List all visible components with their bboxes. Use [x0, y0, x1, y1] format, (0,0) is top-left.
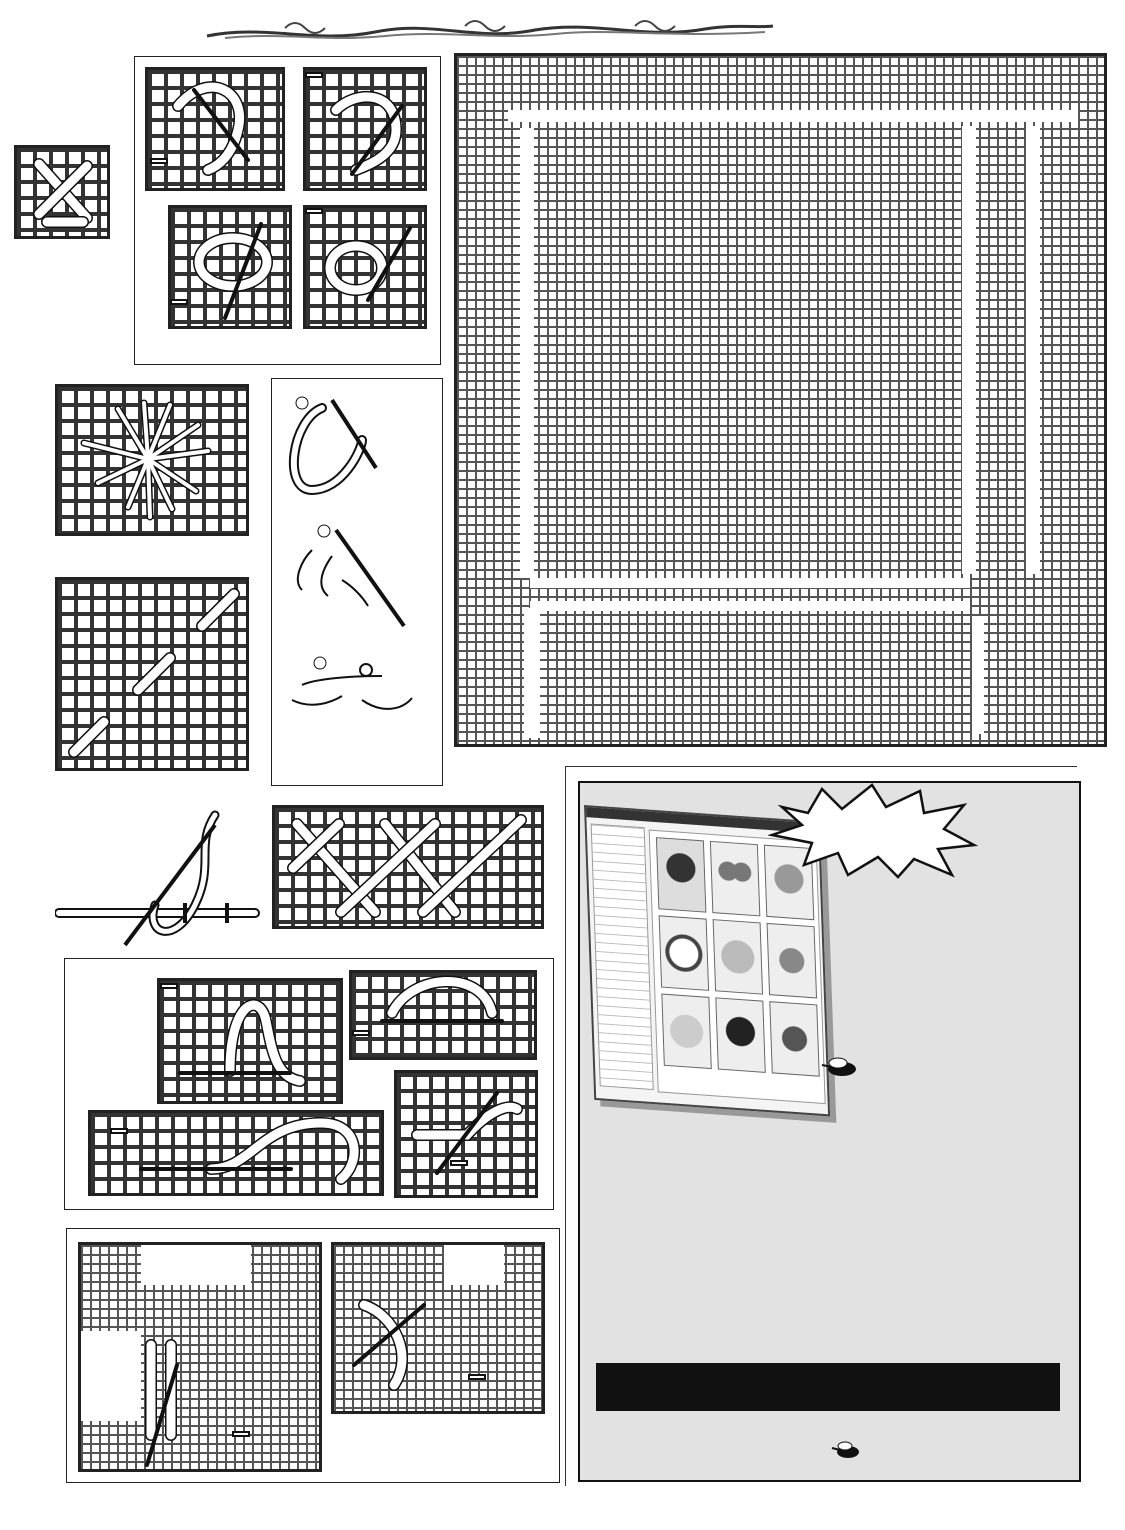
knotted-step1-label: [150, 158, 168, 164]
design-thumb[interactable]: [769, 1001, 819, 1077]
buzzxplore-ad: [578, 781, 1081, 1482]
knotted-step2-label: [305, 72, 323, 78]
crescent-lower-right-numbers: [972, 616, 984, 734]
url-bar: [596, 1363, 1060, 1411]
design-thumb[interactable]: [767, 923, 817, 999]
woven-step1-label: [232, 1431, 250, 1437]
bullion-step1-grid: [157, 978, 343, 1104]
header-flourish: [205, 14, 775, 44]
crescent-lower-left-letters: [524, 608, 540, 738]
ad-divider-line: [565, 766, 1077, 767]
design-thumb[interactable]: [656, 837, 706, 913]
design-thumb[interactable]: [710, 841, 760, 917]
crescent-bottom-numbers-b: [530, 601, 970, 611]
knotted-step3-grid: [168, 205, 292, 329]
knotted-step4-label: [305, 208, 323, 214]
arrowhead-numbers: [14, 145, 110, 241]
bee-logo-small-icon: [830, 1441, 864, 1459]
design-thumb[interactable]: [661, 994, 711, 1070]
woven-step2-label: [468, 1374, 486, 1380]
design-thumb[interactable]: [659, 915, 709, 991]
design-thumb[interactable]: [713, 919, 763, 995]
bullion-step4-label: [450, 1160, 468, 1166]
crescent-bottom-numbers-a: [530, 578, 970, 588]
diagonal-running-grid: [55, 577, 249, 771]
crescent-border-motifs: [457, 56, 1099, 740]
bullion-step4-grid: [394, 1070, 538, 1198]
arriving-burst: [768, 783, 978, 879]
crescent-top-letters: [508, 110, 1078, 122]
crescent-right-numbers-a: [962, 126, 976, 574]
knotted-step4-grid: [303, 205, 427, 329]
crescent-left-letters: [520, 128, 534, 578]
couching-illustration: [55, 805, 265, 955]
design-thumb[interactable]: [715, 997, 765, 1073]
knotted-step3-label: [170, 299, 188, 305]
knotted-step1-grid: [145, 67, 285, 191]
colonial-knot-illustration: [272, 380, 440, 750]
bullion-step2-grid: [349, 970, 537, 1060]
bullion-step1-label: [160, 983, 178, 989]
bee-logo-icon: [820, 1057, 862, 1077]
knotted-step2-grid: [303, 67, 427, 191]
bullion-step2-label: [352, 1030, 370, 1036]
crescent-right-numbers-b: [1026, 126, 1040, 574]
woven-step2-grid: [331, 1242, 545, 1414]
heart-eyelet-grid: [55, 384, 249, 536]
bullion-step3-grid: [88, 1110, 384, 1196]
ad-divider-vertical: [565, 766, 566, 1486]
bullion-step3-label: [110, 1128, 128, 1134]
herringbone-grid: [272, 805, 544, 929]
woven-step1-grid: [78, 1242, 322, 1472]
